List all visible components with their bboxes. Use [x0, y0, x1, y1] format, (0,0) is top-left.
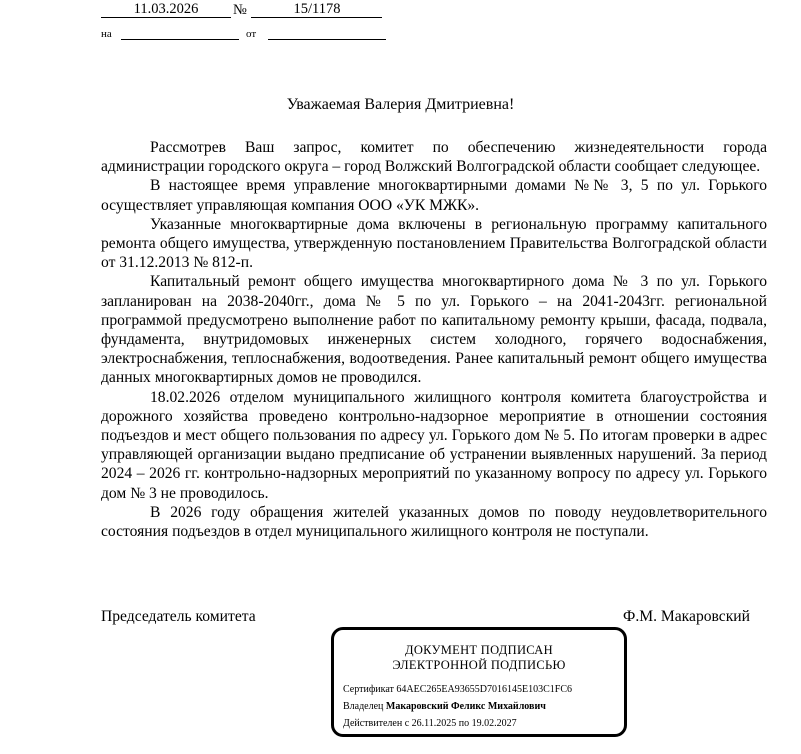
owner-value: Макаровский Феликс Михайлович — [385, 701, 546, 712]
e-signature-stamp — [331, 627, 627, 737]
paragraph: Рассмотрев Ваш запрос, комитет по обеспечению жизнедеятельности города администрации городского округа – город Волжский Волгоградской области сообщает следующее. — [101, 139, 767, 176]
na-label: на — [101, 28, 112, 40]
paragraph: Указанные многоквартирные дома включены в региональную программу капитального ремонта общего имущества, утвержденную постановлением Правительства Волгоградской области от 31.12.2013 № 812-п. — [101, 215, 767, 272]
cert-value: 64AEC265EA93655D7016145E103C1FC6 — [396, 684, 572, 695]
valid-to: 19.02.2027 — [471, 718, 517, 729]
document-number: 15/1178 — [293, 1, 341, 17]
letter-body — [101, 138, 767, 541]
signatory-name: Ф.М. Макаровский — [623, 608, 750, 625]
paragraph: 18.02.2026 отделом муниципального жилищного контроля комитета благоустройства и дорожного хозяйства проведено контрольно-надзорное мероприятие в отношении состояния подъездов и мест общего пользования по адресу ул. Горького дом № 5. По итогам проверки в адрес управляющей организации выдано предписание об устранении выявленных нарушений. За период 2024 – 2026 гг. контрольно-надзорных мероприятий по указанному вопросу по адресу ул. Горького дом № 3 не проводилось. — [101, 388, 767, 502]
stamp-title-line2: ЭЛЕКТРОННОЙ ПОДПИСЬЮ — [392, 658, 566, 672]
paragraph: Капитальный ремонт общего имущества многоквартирного дома № 3 по ул. Горького запланирован на 2038-2040гг., дома № 5 по ул. Горького – на 2041-2043гг. региональной программой предусмотрено выполнение работ по капитальному ремонту крыши, фасада, подвала, фундамента, внутридомовых инженерных систем холодного, горячего водоснабжения, электроснабжения, теплоснабжения, водоотведения. Ранее капитальный ремонт общего имущества данных многоквартирных домов не проводился. — [101, 273, 767, 387]
cert-label: Сертификат — [343, 684, 394, 695]
stamp-title-line1: ДОКУМЕНТ ПОДПИСАН — [405, 643, 553, 657]
valid-to-label: по — [458, 718, 470, 729]
stamp-validity-row — [343, 718, 517, 729]
greeting: Уважаемая Валерия Дмитриевна! — [286, 96, 515, 113]
owner-label: Владелец — [343, 701, 384, 712]
number-sign: № — [233, 2, 247, 18]
stamp-owner-row — [343, 701, 546, 712]
ot-underline — [268, 39, 386, 40]
document-date: 11.03.2026 — [133, 1, 199, 17]
paragraph: В настоящее время управление многоквартирными домами №№ 3, 5 по ул. Горького осуществляет управляющая компания ООО «УК МЖК». — [101, 177, 767, 214]
paragraph: В 2026 году обращения жителей указанных домов по поводу неудовлетворительного состояния подъездов в отдел муниципального жилищного контроля не поступали. — [101, 503, 767, 541]
valid-label: Действителен с — [343, 718, 410, 729]
na-underline — [121, 39, 239, 40]
signatory-position: Председатель комитета — [101, 608, 256, 625]
stamp-certificate-row — [343, 684, 572, 695]
valid-from: 26.11.2025 — [411, 718, 457, 729]
ot-label: от — [246, 28, 257, 40]
